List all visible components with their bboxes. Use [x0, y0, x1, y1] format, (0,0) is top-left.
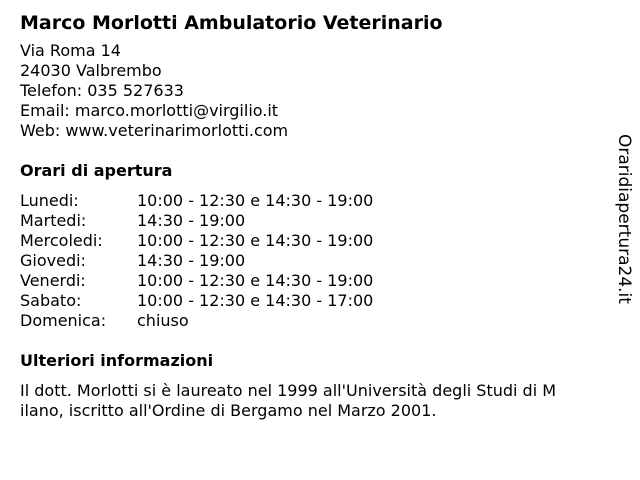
hours-time: 10:00 - 12:30 e 14:30 - 19:00	[137, 191, 374, 210]
phone-number: 035 527633	[87, 81, 184, 100]
contact-block	[20, 41, 600, 141]
hours-day: Venerdi:	[20, 271, 86, 290]
hours-row	[20, 251, 373, 271]
hours-day: Domenica:	[20, 311, 107, 330]
opening-hours-heading: Orari di apertura	[20, 161, 173, 180]
hours-time: 10:00 - 12:30 e 14:30 - 19:00	[137, 231, 374, 250]
web-label: Web:	[20, 121, 61, 140]
hours-time: 14:30 - 19:00	[137, 211, 246, 230]
email-line	[20, 101, 600, 121]
business-name: Marco Morlotti Ambulatorio Veterinario	[20, 12, 443, 34]
web-line	[20, 121, 600, 141]
hours-day: Mercoledi:	[20, 231, 103, 250]
hours-row	[20, 271, 373, 291]
hours-time: 10:00 - 12:30 e 14:30 - 17:00	[137, 291, 374, 310]
additional-info-text: Il dott. Morlotti si è laureato nel 1999 all'Università degli Studi di Milano, iscritto all'Ordine di Bergamo nel Marzo 2001.	[20, 381, 557, 420]
hours-row	[20, 191, 373, 211]
hours-row	[20, 231, 373, 251]
hours-row	[20, 291, 373, 311]
hours-row	[20, 311, 373, 331]
hours-time: 10:00 - 12:30 e 14:30 - 19:00	[137, 271, 374, 290]
hours-day: Sabato:	[20, 291, 82, 310]
hours-time: 14:30 - 19:00	[137, 251, 246, 270]
address-street: Via Roma 14	[20, 41, 121, 60]
additional-info-heading: Ulteriori informazioni	[20, 351, 214, 370]
hours-time: chiuso	[137, 311, 189, 330]
opening-hours-table	[20, 191, 373, 331]
phone-label: Telefon:	[20, 81, 83, 100]
email-label: Email:	[20, 101, 70, 120]
business-card	[20, 10, 600, 421]
phone-line	[20, 81, 600, 101]
hours-day: Giovedi:	[20, 251, 86, 270]
hours-row	[20, 211, 373, 231]
address-city: 24030 Valbrembo	[20, 61, 162, 80]
hours-day: Lunedi:	[20, 191, 79, 210]
email-address: marco.morlotti@virgilio.it	[74, 101, 279, 120]
hours-day: Martedi:	[20, 211, 87, 230]
web-address: www.veterinarimorlotti.com	[65, 121, 289, 140]
site-watermark: Oraridiapertura24.it	[614, 134, 634, 304]
